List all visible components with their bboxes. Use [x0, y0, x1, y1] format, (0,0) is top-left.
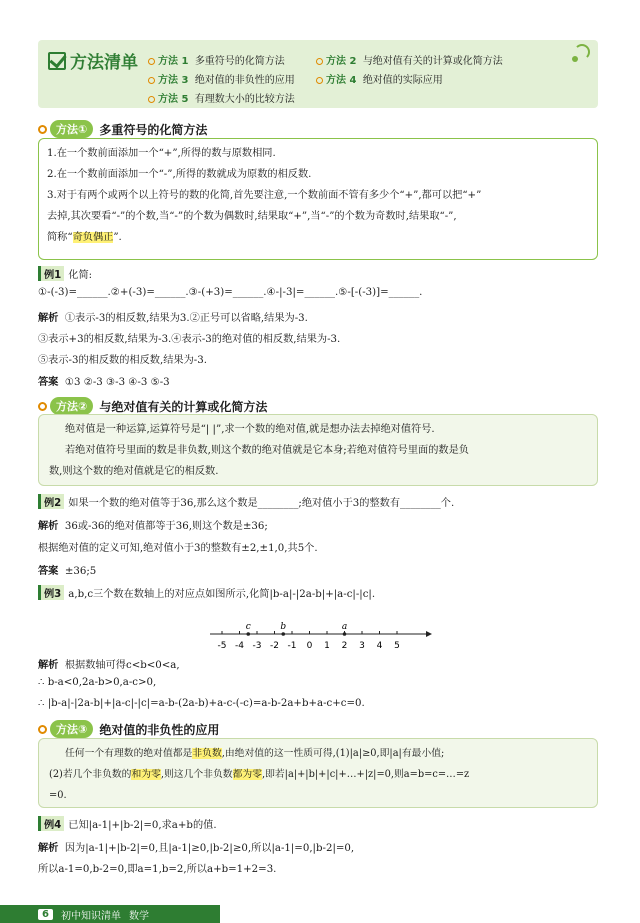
example1-question: 例1 化简: [38, 266, 92, 281]
example1-analysis-3: ⑤表示-3的相反数的相反数,结果为-3. [38, 355, 207, 366]
point-a [343, 632, 347, 636]
method3-heading: 方法③ 绝对值的非负性的应用 [38, 720, 219, 738]
tick-label: 3 [359, 641, 365, 651]
example3-analysis-1: 解析 根据数轴可得c<b<0<a, [38, 660, 180, 671]
method2-box: 绝对值是一种运算,运算符号是“| |”,求一个数的绝对值,就是想办法去掉绝对值符号. 若绝对值符号里面的数是非负数,则这个数的绝对值就是它本身;若绝对值符号里面的数是负 数,则这个数的绝对值就是它的相反数. [38, 414, 598, 486]
example1-analysis-1: 解析 ①表示-3的相反数,结果为3.②正号可以省略,结果为-3. [38, 313, 308, 324]
tick-label: 2 [341, 641, 348, 651]
book-title: 初中知识清单 [60, 910, 121, 922]
method1-title: 多重符号的化简方法 [99, 122, 208, 137]
example3-question: 例3 a,b,c三个数在数轴上的对应点如图所示,化简|b-a|-|2a-b|+|a-c|-|c|. [38, 585, 375, 600]
point-label-a: a [341, 622, 348, 632]
point-c [246, 632, 250, 636]
tick-label: -1 [287, 641, 297, 651]
curl-decoration-icon [574, 44, 590, 60]
example2-analysis-2: 根据绝对值的定义可知,绝对值小于3的整数有±2,±1,0,共5个. [38, 543, 318, 554]
tick-label: 0 [306, 641, 313, 651]
method1-box: 1.在一个数前面添加一个“+”,所得的数与原数相同. 2.在一个数前面添加一个“-”,所得的数就成为原数的相反数. 3.对于有两个或两个以上符号的数的化简,首先要注意,一个数前面不管有多少个“+”,都可以把“+” 去掉,其次要看“-”的个数,当“-”的个数为偶数时,结果取“+”,当“-”的个数为奇数时,结果取“-”, 简称“奇负偶正”. [38, 138, 598, 260]
tick-label: -2 [270, 641, 279, 651]
example2-answer: 答案 ±36;5 [38, 566, 97, 577]
banner-item-5[interactable]: 方法 5 有理数大小的比较方法 [148, 90, 295, 105]
point-b [281, 632, 285, 636]
example1-items: ①-(-3)=______.②+(-3)=______.③-(+3)=______.④-|-3|=______.⑤-[-(-3)]=______. [38, 287, 423, 298]
tick-label: -4 [235, 641, 244, 651]
example2-question: 例2 如果一个数的绝对值等于36,那么这个数是________;绝对值小于3的整数有________个. [38, 494, 454, 509]
method-list-banner [38, 40, 598, 108]
tick-label: 5 [394, 641, 400, 651]
page-number: 6 [38, 909, 53, 920]
method1-heading: 方法① 多重符号的化简方法 [38, 120, 207, 138]
point-label-c: c [245, 622, 251, 632]
banner-item-4[interactable]: 方法 4 绝对值的实际应用 [316, 71, 443, 86]
method2-heading: 方法② 与绝对值有关的计算或化简方法 [38, 397, 267, 415]
example4-question: 例4 已知|a-1|+|b-2|=0,求a+b的值. [38, 816, 217, 831]
banner-item-1[interactable]: 方法 1 多重符号的化简方法 [148, 52, 285, 67]
example3-analysis-3: ∴ |b-a|-|2a-b|+|a-c|-|c|=a-b-(2a-b)+a-c-(-c)=a-b-2a+b+a-c+c=0. [38, 698, 365, 709]
tick-label: 1 [324, 641, 330, 651]
example3-analysis-2: ∴ b-a<0,2a-b>0,a-c>0, [38, 677, 157, 688]
method3-box: 任何一个有理数的绝对值都是非负数,由绝对值的这一性质可得,(1)|a|≥0,即|a|有最小值; (2)若几个非负数的和为零,则这几个非负数都为零,即若|a|+|b|+|c|+…+|z|=0,则a=b=c=…=z =0. [38, 738, 598, 808]
example2-analysis-1: 解析 36或-36的绝对值都等于36,则这个数是±36; [38, 521, 268, 532]
page-footer [0, 905, 220, 923]
checkbox-icon [48, 52, 66, 70]
point-label-b: b [280, 622, 287, 632]
number-line [208, 622, 432, 652]
example4-analysis-1: 解析 因为|a-1|+|b-2|=0,且|a-1|≥0,|b-2|≥0,所以|a-1|=0,|b-2|=0, [38, 843, 355, 854]
tick-label: -3 [252, 641, 262, 651]
example1-answer: 答案 ①3 ②-3 ③-3 ④-3 ⑤-3 [38, 377, 170, 388]
example1-analysis-2: ③表示+3的相反数,结果为-3.④表示-3的绝对值的相反数,结果为-3. [38, 334, 341, 345]
highlight-rule: 奇负偶正 [72, 232, 114, 243]
banner-title: 方法清单 [48, 48, 138, 73]
tick-label: 4 [376, 641, 383, 651]
example4-analysis-2: 所以a-1=0,b-2=0,即a=1,b=2,所以a+b=1+2=3. [38, 864, 277, 875]
tick-label: -5 [217, 641, 227, 651]
banner-item-3[interactable]: 方法 3 绝对值的非负性的应用 [148, 71, 295, 86]
subject: 数学 [128, 910, 149, 922]
banner-item-2[interactable]: 方法 2 与绝对值有关的计算或化简方法 [316, 52, 503, 67]
